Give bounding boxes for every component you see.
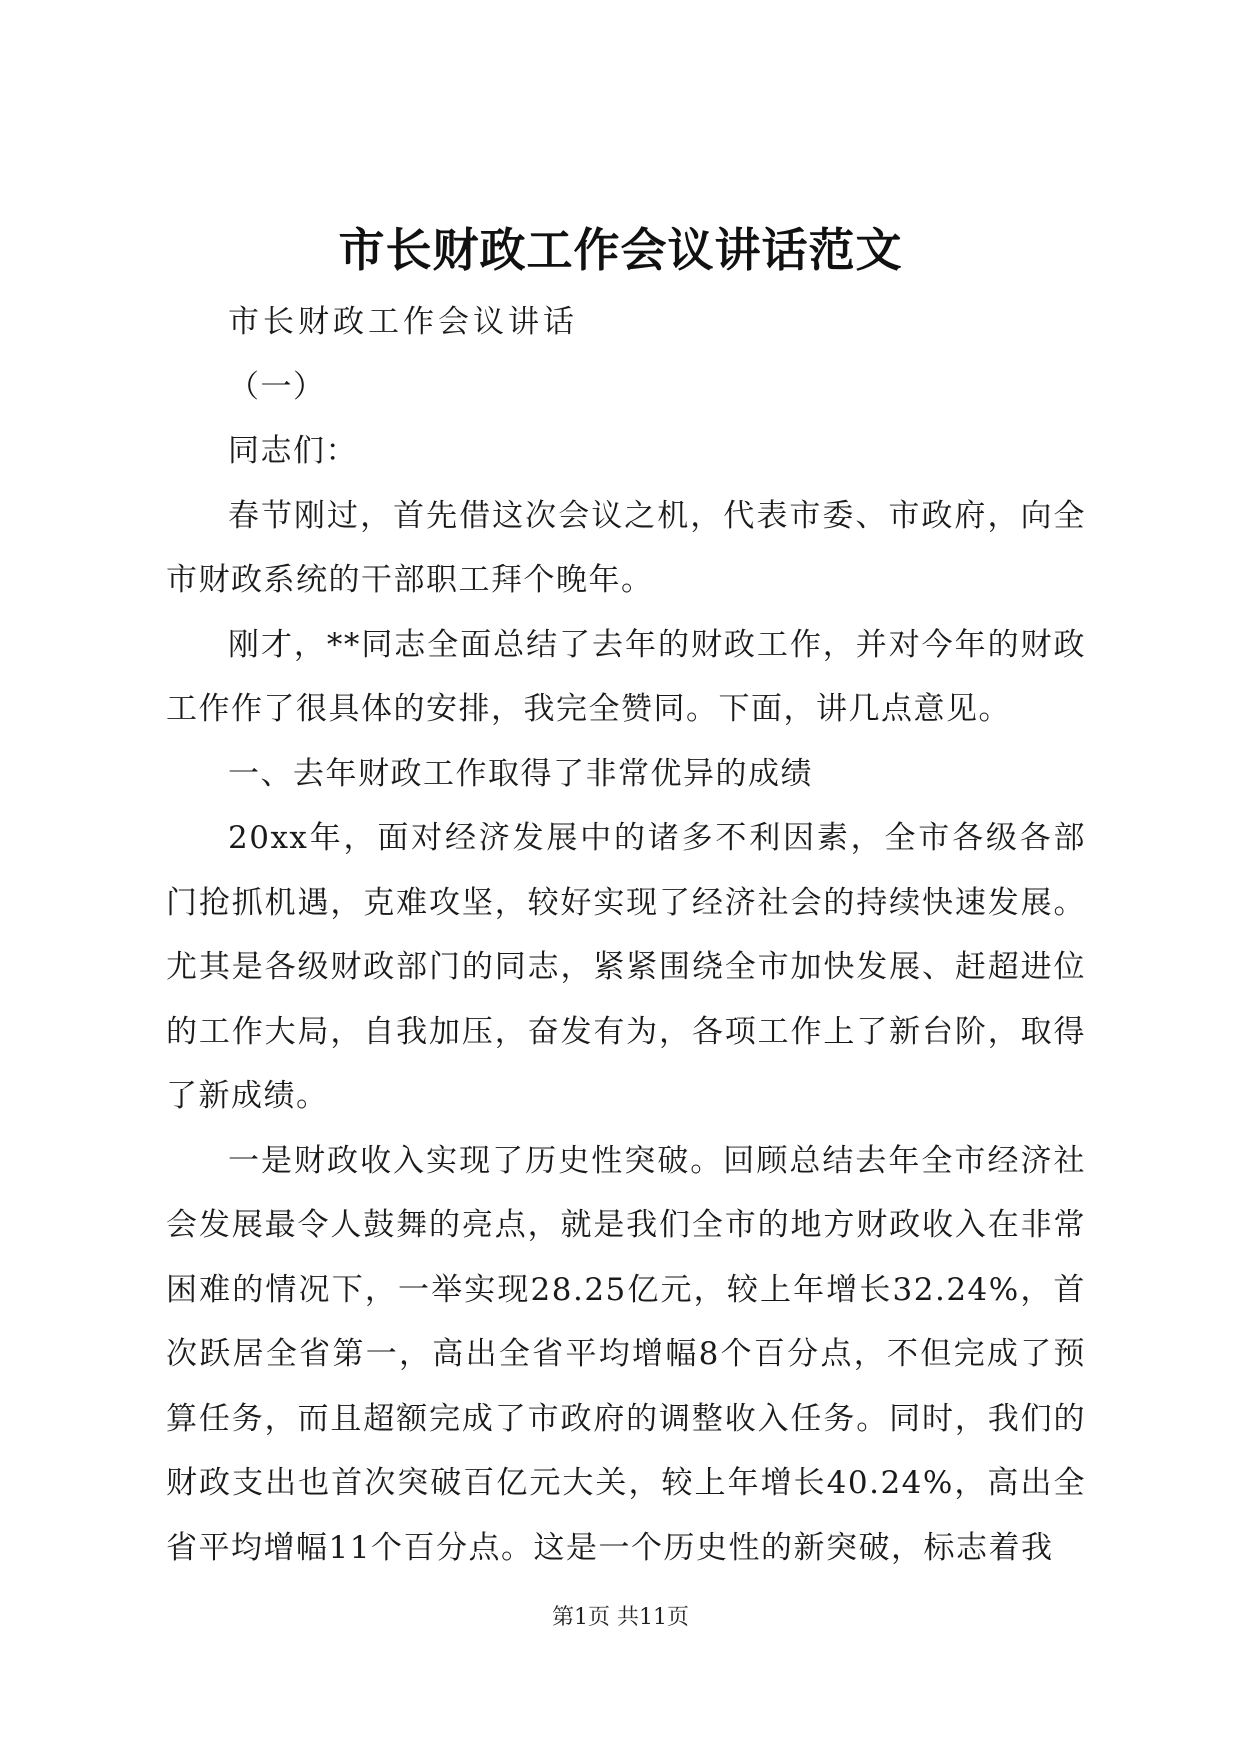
paragraph-heading-1: 一、去年财政工作取得了非常优异的成绩 [228, 755, 813, 792]
paragraph-overview: 20xx年，面对经济发展中的诸多不利因素，全市各级各部门抢抓机遇，克难攻坚，较好实现了经济社会的持续快速发展。尤其是各级财政部门的同志，紧紧围绕全市加快发展、赶超进位的工作大局，自我加压，奋发有为，各项工作上了新台阶，取得了新成绩。 [166, 820, 1086, 1114]
document-title: 市长财政工作会议讲话范文 [338, 223, 903, 277]
paragraph-section-number: （一） [228, 368, 326, 405]
paragraph-salutation: 同志们： [228, 433, 358, 469]
paragraph-intro: 刚才，**同志全面总结了去年的财政工作，并对今年的财政工作作了很具体的安排，我完全赞同。下面，讲几点意见。 [166, 626, 1086, 727]
paragraph-subtitle: 市长财政工作会议讲话 [228, 304, 578, 340]
paragraph-revenue: 一是财政收入实现了历史性突破。回顾总结去年全市经济社会发展最令人鼓舞的亮点，就是我们全市的地方财政收入在非常困难的情况下，一举实现28.25亿元，较上年增长32.24%，首次跃居全省第一，高出全省平均增幅8个百分点，不但完成了预算任务，而且超额完成了市政府的调整收入任务。同时，我们的财政支出也首次突破百亿元大关，较上年增长40.24%，高出全省平均增幅11个百分点。这是一个历史性的新突破，标志着我 [166, 1142, 1086, 1566]
document-body [166, 290, 1086, 1580]
page-footer: 第1页 共11页 [552, 1605, 689, 1630]
paragraph-greeting: 春节刚过，首先借这次会议之机，代表市委、市政府，向全市财政系统的干部职工拜个晚年。 [166, 497, 1086, 598]
